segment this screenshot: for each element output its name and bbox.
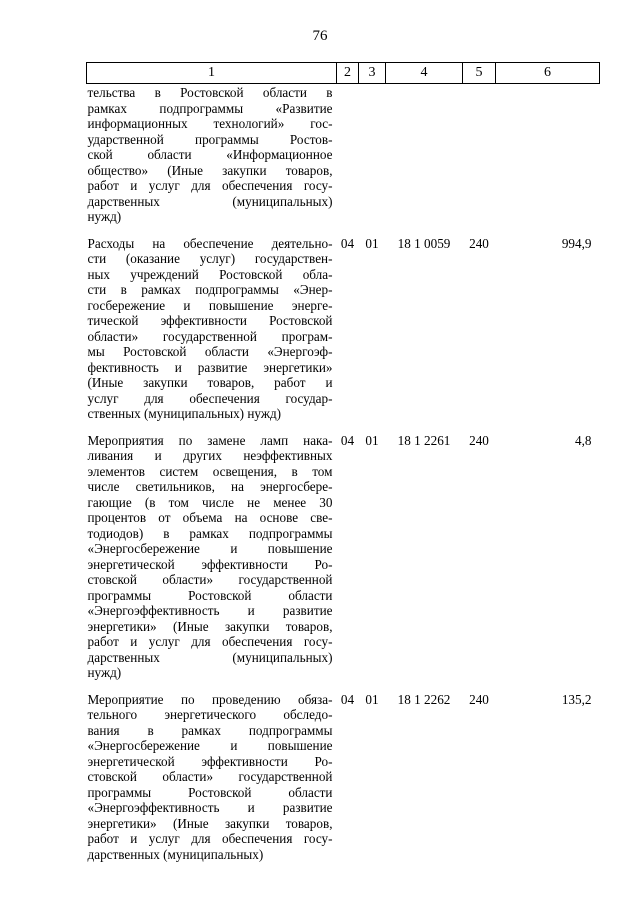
description-line: ударственной программы Ростов- bbox=[87, 131, 333, 147]
amount: 4,8 bbox=[575, 432, 592, 448]
description-line: ных учреждений Ростовской обла- bbox=[87, 266, 333, 282]
description-line: энергетической эффективности Ро- bbox=[87, 753, 333, 769]
description-line: рамках подпрограммы «Развитие bbox=[87, 100, 333, 116]
description-line: сти (оказание услуг) государствен- bbox=[87, 251, 333, 266]
description-line: (Иные закупки товаров, работ и bbox=[87, 375, 333, 390]
header-col-2: 2 bbox=[337, 63, 359, 84]
description-line: работ и услуг для обеспечения госу- bbox=[87, 178, 333, 193]
description-line: энергетики» (Иные закупки товаров, bbox=[87, 815, 333, 831]
header-col-3: 3 bbox=[359, 63, 386, 84]
row-spacer bbox=[87, 225, 600, 236]
section-code bbox=[337, 84, 359, 225]
subsection-code: 01 bbox=[365, 235, 379, 251]
table-row bbox=[87, 236, 600, 422]
table-row bbox=[87, 692, 600, 863]
description-line: общество» (Иные закупки товаров, bbox=[87, 162, 333, 178]
amount bbox=[496, 84, 600, 225]
row-spacer bbox=[87, 422, 600, 433]
expense-type-code: 240 bbox=[469, 235, 489, 251]
description-line: Мероприятия по замене ламп нака- bbox=[87, 432, 333, 448]
description-line: энергетической эффективности Ро- bbox=[87, 556, 333, 572]
description-line: дарственных (муниципальных) bbox=[87, 846, 264, 862]
description-line: области» государственной програм- bbox=[87, 328, 333, 344]
description-line: работ и услуг для обеспечения госу- bbox=[87, 831, 333, 846]
spacer-cell bbox=[87, 681, 600, 692]
description-line: ливания и других неэффективных bbox=[87, 448, 333, 463]
description-line: информационных технологий» гос- bbox=[87, 116, 333, 131]
table-row bbox=[87, 84, 600, 225]
expense-type-code bbox=[463, 84, 496, 225]
description-line: программы Ростовской области bbox=[87, 587, 333, 603]
subsection-code: 01 bbox=[365, 432, 379, 448]
header-col-6: 6 bbox=[496, 63, 600, 84]
row-description bbox=[87, 433, 337, 681]
spacer-cell bbox=[87, 422, 600, 433]
description-line: дарственных (муниципальных) bbox=[87, 649, 333, 665]
description-line: ской области «Информационное bbox=[87, 147, 333, 162]
description-line: услуг для обеспечения государ- bbox=[87, 390, 333, 406]
description-line: «Энергосбережение и повышение bbox=[87, 738, 333, 753]
description-line: «Энергоэффективность и развитие bbox=[87, 800, 333, 815]
description-line: элементов систем освещения, в том bbox=[87, 463, 333, 479]
description-line: стовской области» государственной bbox=[87, 572, 333, 587]
table-body bbox=[87, 84, 600, 863]
row-description bbox=[87, 236, 337, 422]
description-line: нужд) bbox=[87, 209, 122, 224]
header-col-4: 4 bbox=[386, 63, 463, 84]
header-col-5: 5 bbox=[463, 63, 496, 84]
description-line: стовской области» государственной bbox=[87, 769, 333, 784]
row-spacer bbox=[87, 681, 600, 692]
description-line: ственных (муниципальных) нужд) bbox=[87, 406, 282, 421]
subsection-code bbox=[359, 84, 386, 225]
budget-table bbox=[86, 62, 600, 862]
spacer-cell bbox=[87, 225, 600, 236]
page-number: 76 bbox=[312, 28, 328, 44]
description-line: вания в рамках подпрограммы bbox=[87, 722, 333, 738]
description-line: «Энергосбережение и повышение bbox=[87, 541, 333, 556]
description-line: программы Ростовской области bbox=[87, 784, 333, 800]
header-row bbox=[87, 63, 600, 84]
description-line: госбережение и повышение энерге- bbox=[87, 297, 333, 313]
description-line: фективность и развитие энергетики» bbox=[87, 359, 333, 375]
row-description bbox=[87, 692, 337, 863]
expense-type-code: 240 bbox=[469, 691, 489, 707]
description-line: энергетики» (Иные закупки товаров, bbox=[87, 618, 333, 634]
description-line: сти в рамках подпрограммы «Энер- bbox=[87, 282, 333, 297]
target-item-code bbox=[386, 84, 463, 225]
description-line: Мероприятие по проведению обяза- bbox=[87, 691, 333, 707]
description-line: тельного энергетического обследо- bbox=[87, 707, 333, 722]
description-line: числе светильников, на энергосбере- bbox=[87, 479, 333, 494]
expense-type-code: 240 bbox=[469, 432, 489, 448]
section-code: 04 bbox=[340, 235, 355, 251]
target-item-code: 18 1 2262 bbox=[397, 691, 451, 707]
description-line: тической эффективности Ростовской bbox=[87, 313, 333, 328]
description-line: Расходы на обеспечение деятельно- bbox=[87, 235, 333, 251]
amount: 994,9 bbox=[561, 235, 592, 251]
target-item-code: 18 1 2261 bbox=[397, 432, 451, 448]
row-description bbox=[87, 84, 337, 225]
description-line: нужд) bbox=[87, 665, 122, 680]
section-code: 04 bbox=[340, 432, 355, 448]
subsection-code: 01 bbox=[365, 691, 379, 707]
description-line: гающие (в том числе не менее 30 bbox=[87, 494, 333, 510]
description-line: «Энергоэффективность и развитие bbox=[87, 603, 333, 618]
description-line: процентов от объема на основе све- bbox=[87, 510, 333, 525]
description-line: тельства в Ростовской области в bbox=[87, 85, 333, 100]
header-col-1: 1 bbox=[87, 63, 337, 84]
target-item-code: 18 1 0059 bbox=[397, 235, 451, 251]
description-line: дарственных (муниципальных) bbox=[87, 193, 333, 209]
description-line: работ и услуг для обеспечения госу- bbox=[87, 634, 333, 649]
table-row bbox=[87, 433, 600, 681]
section-code: 04 bbox=[340, 691, 355, 707]
description-line: мы Ростовской области «Энергоэф- bbox=[87, 344, 333, 359]
amount: 135,2 bbox=[561, 691, 592, 707]
description-line: тодиодов) в рамках подпрограммы bbox=[87, 525, 333, 541]
